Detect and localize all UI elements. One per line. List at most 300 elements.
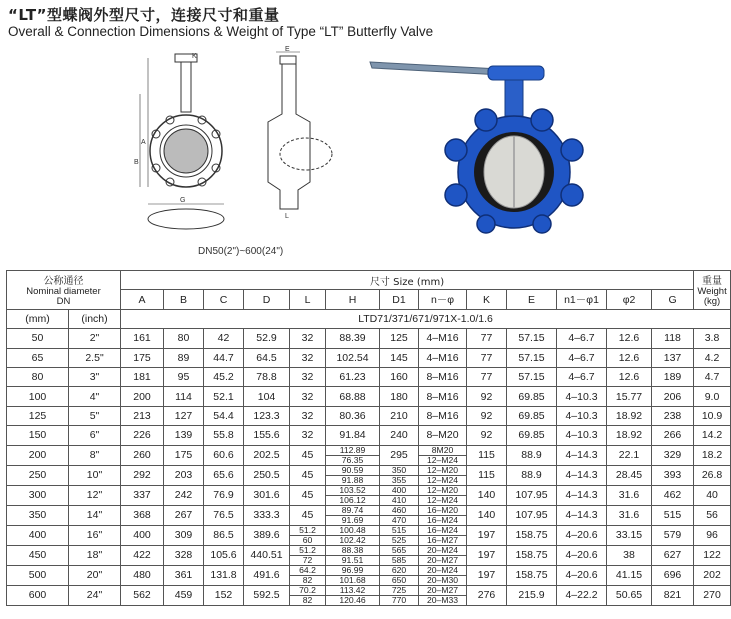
cell-c: 152 xyxy=(204,585,244,605)
cell-inch: 20" xyxy=(69,565,121,585)
cell-w: 18.2 xyxy=(694,445,731,465)
cell-h xyxy=(326,445,380,465)
cell-c: 105.6 xyxy=(204,545,244,565)
cell-nphi: 8–M16 xyxy=(419,387,467,406)
cell-b: 80 xyxy=(164,329,204,348)
cell-n1phi1: 4–6.7 xyxy=(557,348,607,367)
cell-phi2: 28.45 xyxy=(607,465,652,485)
cell-l: 45 xyxy=(290,505,326,525)
table-row xyxy=(7,505,731,525)
cell-l: 45 xyxy=(290,485,326,505)
cell-h xyxy=(326,505,380,525)
cell-a: 175 xyxy=(121,348,164,367)
cell-phi2: 31.6 xyxy=(607,505,652,525)
drawing-disc xyxy=(164,129,208,173)
cell-phi2: 18.92 xyxy=(607,406,652,425)
cell-value: 101.68 xyxy=(339,574,366,585)
drawing-disc-swing xyxy=(280,138,332,170)
cell-k: 77 xyxy=(467,329,507,348)
cell-value: 650 xyxy=(391,574,407,585)
cell-l xyxy=(290,565,326,585)
cell-value: 70.2 xyxy=(290,586,325,596)
cell-value: 460 xyxy=(380,506,418,516)
cell-e: 57.15 xyxy=(507,329,557,348)
table-row xyxy=(7,406,731,425)
cell-l xyxy=(290,545,326,565)
cell-value: 91.69 xyxy=(341,514,364,525)
cell-w: 40 xyxy=(694,485,731,505)
cell-value: 51.2 xyxy=(290,526,325,536)
cell-nphi xyxy=(419,445,467,465)
title-english: Overall & Connection Dimensions & Weight of Type “LT” Butterfly Valve xyxy=(8,24,434,39)
cell-a: 422 xyxy=(121,545,164,565)
cell-w: 26.8 xyxy=(694,465,731,485)
table-row xyxy=(7,565,731,585)
valve-neck xyxy=(505,80,523,116)
cell-d1: 240 xyxy=(380,426,419,445)
cell-nphi: 4–M16 xyxy=(419,348,467,367)
cell-nphi xyxy=(419,505,467,525)
column-header: A xyxy=(121,290,164,309)
valve-top-plate xyxy=(488,66,544,80)
cell-nphi: 4–M16 xyxy=(419,329,467,348)
cell-value: 20–M27 xyxy=(419,586,466,596)
cell-mm: 400 xyxy=(7,525,69,545)
cell-value: 16–M24 xyxy=(426,514,459,525)
cell-value: 12–M24 xyxy=(426,494,459,505)
cell-l: 32 xyxy=(290,406,326,425)
cell-value: 585 xyxy=(391,554,407,565)
cell-value: 12–M24 xyxy=(426,474,459,485)
cell-value: 12–M20 xyxy=(419,486,466,496)
cell-w: 96 xyxy=(694,525,731,545)
cell-value: 64.2 xyxy=(290,566,325,576)
cell-b: 175 xyxy=(164,445,204,465)
cell-value: 8M20 xyxy=(419,446,466,456)
cell-value: 112.89 xyxy=(326,446,379,456)
cell-phi2: 12.6 xyxy=(607,348,652,367)
cell-h xyxy=(326,585,380,605)
cell-a: 562 xyxy=(121,585,164,605)
cell-h xyxy=(326,525,380,545)
cell-d: 52.9 xyxy=(244,329,290,348)
cell-w: 202 xyxy=(694,565,731,585)
cell-d: 250.5 xyxy=(244,465,290,485)
cell-value: 20–M27 xyxy=(426,554,459,565)
cell-k: 197 xyxy=(467,565,507,585)
cell-mm: 450 xyxy=(7,545,69,565)
cell-l xyxy=(290,525,326,545)
cell-phi2: 22.1 xyxy=(607,445,652,465)
header-weight: 重量 Weight (kg) xyxy=(694,271,731,310)
cell-nphi: 8–M20 xyxy=(419,426,467,445)
cell-d: 491.6 xyxy=(244,565,290,585)
cell-n1phi1: 4–20.6 xyxy=(557,545,607,565)
cell-value: 72 xyxy=(302,554,313,565)
table-row xyxy=(7,387,731,406)
cell-h xyxy=(326,565,380,585)
cell-h: 80.36 xyxy=(326,406,380,425)
cell-value: 82 xyxy=(302,574,313,585)
table-row xyxy=(7,426,731,445)
cell-h: 61.23 xyxy=(326,367,380,386)
drawing-label-b: B xyxy=(134,159,139,166)
cell-phi2: 50.65 xyxy=(607,585,652,605)
cell-n1phi1: 4–6.7 xyxy=(557,329,607,348)
cell-value: 12–M24 xyxy=(426,454,459,465)
cell-e: 69.85 xyxy=(507,426,557,445)
column-header: n－φ xyxy=(419,290,467,309)
cell-value: 51.2 xyxy=(290,546,325,556)
cell-nphi xyxy=(419,485,467,505)
table-row xyxy=(7,465,731,485)
cell-n1phi1: 4–14.3 xyxy=(557,505,607,525)
cell-a: 226 xyxy=(121,426,164,445)
cell-value: 103.52 xyxy=(326,486,379,496)
cell-e: 88.9 xyxy=(507,445,557,465)
cell-d1: 160 xyxy=(380,367,419,386)
cell-g: 579 xyxy=(652,525,694,545)
cell-g: 189 xyxy=(652,367,694,386)
drawing-label-k: K xyxy=(192,53,197,60)
cell-w: 4.7 xyxy=(694,367,731,386)
cell-n1phi1: 4–10.3 xyxy=(557,406,607,425)
cell-n1phi1: 4–20.6 xyxy=(557,565,607,585)
cell-c: 131.8 xyxy=(204,565,244,585)
cell-l xyxy=(290,585,326,605)
cell-e: 107.95 xyxy=(507,505,557,525)
cell-phi2: 38 xyxy=(607,545,652,565)
cell-w: 3.8 xyxy=(694,329,731,348)
header-inch: (inch) xyxy=(69,309,121,328)
cell-a: 368 xyxy=(121,505,164,525)
drawing-side-flange xyxy=(280,56,296,64)
cell-n1phi1: 4–20.6 xyxy=(557,525,607,545)
cell-c: 65.6 xyxy=(204,465,244,485)
cell-value: 89.74 xyxy=(326,506,379,516)
cell-h xyxy=(326,545,380,565)
cell-value: 515 xyxy=(380,526,418,536)
cell-d1 xyxy=(380,545,419,565)
cell-k: 115 xyxy=(467,465,507,485)
cell-c: 86.5 xyxy=(204,525,244,545)
cell-c: 45.2 xyxy=(204,367,244,386)
cell-a: 292 xyxy=(121,465,164,485)
cell-g: 137 xyxy=(652,348,694,367)
title-chinese: “LT”型蝶阀外型尺寸，连接尺寸和重量 xyxy=(8,6,280,24)
cell-value: 113.42 xyxy=(326,586,379,596)
cell-value: 12–M20 xyxy=(419,466,466,476)
cell-b: 459 xyxy=(164,585,204,605)
cell-mm: 50 xyxy=(7,329,69,348)
cell-w: 14.2 xyxy=(694,426,731,445)
cell-d1: 295 xyxy=(380,445,419,465)
cell-mm: 300 xyxy=(7,485,69,505)
cell-mm: 100 xyxy=(7,387,69,406)
cell-value: 620 xyxy=(380,566,418,576)
cell-value: 410 xyxy=(391,494,407,505)
cell-a: 400 xyxy=(121,525,164,545)
valve-photo xyxy=(368,50,578,230)
cell-value: 82 xyxy=(302,594,313,605)
table-row xyxy=(7,545,731,565)
cell-value: 20–M24 xyxy=(419,566,466,576)
header-row-1 xyxy=(7,271,731,290)
cell-g: 266 xyxy=(652,426,694,445)
cell-g: 206 xyxy=(652,387,694,406)
cell-mm: 250 xyxy=(7,465,69,485)
cell-k: 92 xyxy=(467,387,507,406)
cell-e: 158.75 xyxy=(507,545,557,565)
cell-phi2: 18.92 xyxy=(607,426,652,445)
cell-g: 238 xyxy=(652,406,694,425)
cell-b: 95 xyxy=(164,367,204,386)
cell-mm: 65 xyxy=(7,348,69,367)
cell-value: 16–M27 xyxy=(426,534,459,545)
cell-g: 696 xyxy=(652,565,694,585)
column-header: L xyxy=(290,290,326,309)
technical-drawing xyxy=(130,44,340,244)
cell-value: 355 xyxy=(391,474,407,485)
cell-inch: 2" xyxy=(69,329,121,348)
cell-l: 32 xyxy=(290,426,326,445)
cell-phi2: 33.15 xyxy=(607,525,652,545)
cell-n1phi1: 4–6.7 xyxy=(557,367,607,386)
cell-w: 270 xyxy=(694,585,731,605)
cell-b: 361 xyxy=(164,565,204,585)
header-model: LTD71/371/671/971X-1.0/1.6 xyxy=(121,309,731,328)
cell-value: 16–M20 xyxy=(419,506,466,516)
cell-l: 32 xyxy=(290,329,326,348)
cell-value: 91.88 xyxy=(341,474,364,485)
cell-d: 592.5 xyxy=(244,585,290,605)
cell-c: 55.8 xyxy=(204,426,244,445)
cell-phi2: 31.6 xyxy=(607,485,652,505)
cell-h: 88.39 xyxy=(326,329,380,348)
cell-l: 32 xyxy=(290,348,326,367)
cell-l: 45 xyxy=(290,445,326,465)
column-header: D1 xyxy=(380,290,419,309)
table-row xyxy=(7,329,731,348)
table-row xyxy=(7,485,731,505)
column-header: G xyxy=(652,290,694,309)
cell-h xyxy=(326,485,380,505)
cell-nphi: 8–M16 xyxy=(419,367,467,386)
cell-k: 92 xyxy=(467,426,507,445)
cell-value: 90.59 xyxy=(326,466,379,476)
cell-n1phi1: 4–14.3 xyxy=(557,465,607,485)
cell-w: 56 xyxy=(694,505,731,525)
cell-w: 10.9 xyxy=(694,406,731,425)
cell-a: 181 xyxy=(121,367,164,386)
cell-e: 107.95 xyxy=(507,485,557,505)
cell-phi2: 41.15 xyxy=(607,565,652,585)
cell-b: 242 xyxy=(164,485,204,505)
cell-e: 158.75 xyxy=(507,565,557,585)
cell-d: 104 xyxy=(244,387,290,406)
cell-nphi: 8–M16 xyxy=(419,406,467,425)
cell-value: 106.12 xyxy=(339,494,366,505)
cell-e: 215.9 xyxy=(507,585,557,605)
cell-inch: 18" xyxy=(69,545,121,565)
cell-k: 115 xyxy=(467,445,507,465)
cell-n1phi1: 4–22.2 xyxy=(557,585,607,605)
column-header: D xyxy=(244,290,290,309)
cell-phi2: 15.77 xyxy=(607,387,652,406)
cell-k: 140 xyxy=(467,505,507,525)
cell-g: 515 xyxy=(652,505,694,525)
cell-mm: 125 xyxy=(7,406,69,425)
cell-k: 197 xyxy=(467,545,507,565)
cell-b: 139 xyxy=(164,426,204,445)
column-header: n1－φ1 xyxy=(557,290,607,309)
cell-b: 127 xyxy=(164,406,204,425)
cell-mm: 600 xyxy=(7,585,69,605)
cell-l: 32 xyxy=(290,387,326,406)
cell-k: 197 xyxy=(467,525,507,545)
cell-k: 276 xyxy=(467,585,507,605)
cell-h: 68.88 xyxy=(326,387,380,406)
table-row xyxy=(7,445,731,465)
drawing-neck xyxy=(181,62,191,112)
cell-g: 329 xyxy=(652,445,694,465)
cell-a: 200 xyxy=(121,387,164,406)
cell-c: 76.9 xyxy=(204,485,244,505)
cell-d: 202.5 xyxy=(244,445,290,465)
cell-nphi xyxy=(419,565,467,585)
cell-value: 16–M24 xyxy=(419,526,466,536)
cell-n1phi1: 4–10.3 xyxy=(557,387,607,406)
cell-inch: 4" xyxy=(69,387,121,406)
cell-inch: 14" xyxy=(69,505,121,525)
spec-table xyxy=(6,270,731,606)
cell-g: 627 xyxy=(652,545,694,565)
cell-d: 155.6 xyxy=(244,426,290,445)
cell-phi2: 12.6 xyxy=(607,329,652,348)
cell-g: 462 xyxy=(652,485,694,505)
cell-d1: 180 xyxy=(380,387,419,406)
cell-c: 54.4 xyxy=(204,406,244,425)
cell-mm: 80 xyxy=(7,367,69,386)
cell-value: 350 xyxy=(380,466,418,476)
column-header: K xyxy=(467,290,507,309)
table-row xyxy=(7,367,731,386)
column-header: φ2 xyxy=(607,290,652,309)
header-size: 尺寸 Size (mm) xyxy=(121,271,694,290)
cell-c: 42 xyxy=(204,329,244,348)
cell-e: 69.85 xyxy=(507,406,557,425)
cell-nphi xyxy=(419,525,467,545)
table-row xyxy=(7,348,731,367)
cell-inch: 5" xyxy=(69,406,121,425)
cell-value: 770 xyxy=(391,594,407,605)
cell-c: 44.7 xyxy=(204,348,244,367)
cell-b: 267 xyxy=(164,505,204,525)
cell-d1 xyxy=(380,585,419,605)
cell-d: 123.3 xyxy=(244,406,290,425)
cell-k: 77 xyxy=(467,367,507,386)
cell-value: 470 xyxy=(391,514,407,525)
table-row xyxy=(7,525,731,545)
cell-value: 400 xyxy=(380,486,418,496)
cell-n1phi1: 4–14.3 xyxy=(557,445,607,465)
cell-value: 96.99 xyxy=(326,566,379,576)
cell-g: 821 xyxy=(652,585,694,605)
cell-l: 45 xyxy=(290,465,326,485)
cell-value: 102.42 xyxy=(339,534,366,545)
cell-d: 333.3 xyxy=(244,505,290,525)
cell-inch: 24" xyxy=(69,585,121,605)
cell-inch: 16" xyxy=(69,525,121,545)
cell-k: 92 xyxy=(467,406,507,425)
cell-e: 69.85 xyxy=(507,387,557,406)
cell-value: 20–M30 xyxy=(426,574,459,585)
cell-d1: 125 xyxy=(380,329,419,348)
cell-k: 77 xyxy=(467,348,507,367)
column-header: E xyxy=(507,290,557,309)
cell-l: 32 xyxy=(290,367,326,386)
cell-d1 xyxy=(380,565,419,585)
cell-inch: 8" xyxy=(69,445,121,465)
cell-g: 393 xyxy=(652,465,694,485)
column-header: C xyxy=(204,290,244,309)
cell-n1phi1: 4–14.3 xyxy=(557,485,607,505)
cell-d: 440.51 xyxy=(244,545,290,565)
table-row xyxy=(7,585,731,605)
cell-value: 120.46 xyxy=(339,594,366,605)
cell-nphi xyxy=(419,545,467,565)
cell-d: 78.8 xyxy=(244,367,290,386)
cell-n1phi1: 4–10.3 xyxy=(557,426,607,445)
drawing-label-l: L xyxy=(285,213,289,220)
cell-value: 565 xyxy=(380,546,418,556)
cell-d1 xyxy=(380,525,419,545)
column-header: H xyxy=(326,290,380,309)
header-mm: (mm) xyxy=(7,309,69,328)
cell-inch: 6" xyxy=(69,426,121,445)
cell-a: 480 xyxy=(121,565,164,585)
cell-a: 337 xyxy=(121,485,164,505)
cell-a: 213 xyxy=(121,406,164,425)
cell-a: 161 xyxy=(121,329,164,348)
drawing-caption: DN50(2")~600(24") xyxy=(198,246,284,257)
cell-a: 260 xyxy=(121,445,164,465)
cell-value: 725 xyxy=(380,586,418,596)
cell-nphi xyxy=(419,585,467,605)
cell-value: 91.51 xyxy=(341,554,364,565)
cell-d: 64.5 xyxy=(244,348,290,367)
cell-d1 xyxy=(380,465,419,485)
cell-c: 52.1 xyxy=(204,387,244,406)
cell-h xyxy=(326,465,380,485)
cell-d1 xyxy=(380,485,419,505)
cell-g: 118 xyxy=(652,329,694,348)
cell-b: 309 xyxy=(164,525,204,545)
cell-h: 91.84 xyxy=(326,426,380,445)
cell-w: 4.2 xyxy=(694,348,731,367)
cell-b: 89 xyxy=(164,348,204,367)
cell-value: 60 xyxy=(302,534,313,545)
cell-mm: 350 xyxy=(7,505,69,525)
cell-phi2: 12.6 xyxy=(607,367,652,386)
cell-e: 88.9 xyxy=(507,465,557,485)
column-header: B xyxy=(164,290,204,309)
cell-d1: 210 xyxy=(380,406,419,425)
cell-value: 76.35 xyxy=(341,454,364,465)
cell-c: 76.5 xyxy=(204,505,244,525)
header-row-3 xyxy=(7,309,731,328)
cell-e: 57.15 xyxy=(507,348,557,367)
